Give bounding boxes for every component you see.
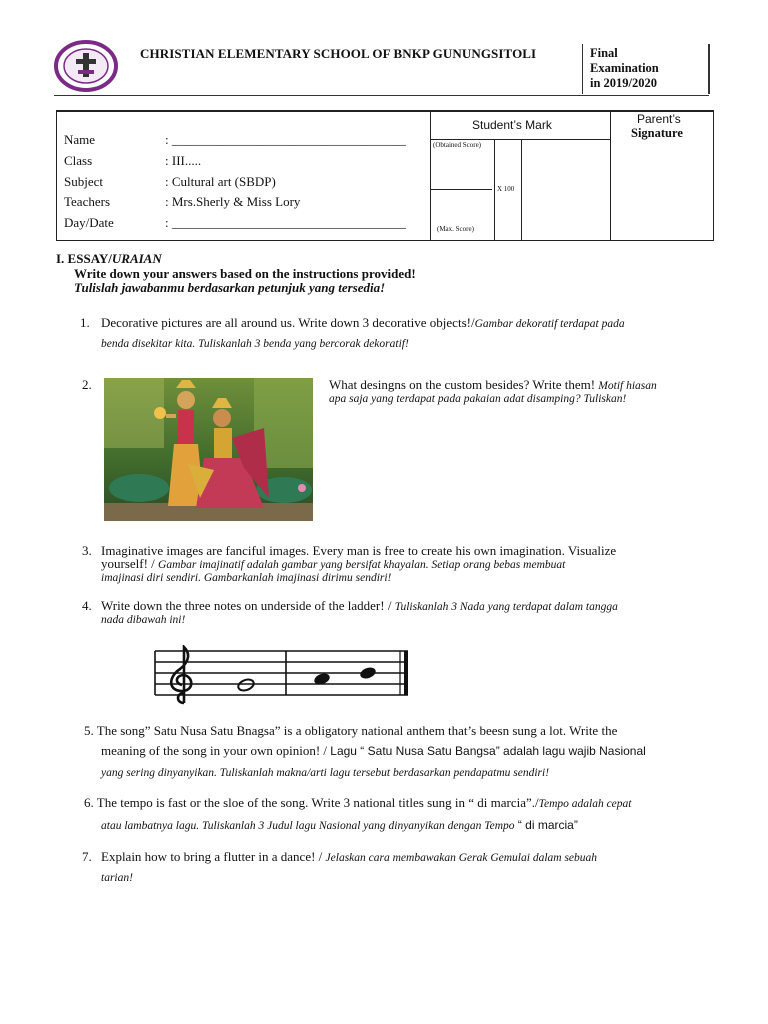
signature-heading: Signature <box>631 126 683 140</box>
header-divider <box>582 44 583 94</box>
question-1-number: 1. <box>80 315 90 330</box>
question-7-indonesian-a: Jelaskan cara membawakan Gerak Gemulai dalam sebuah <box>325 852 598 864</box>
max-score-label: (Max. Score) <box>437 225 474 233</box>
question-6-line2 <box>101 817 721 834</box>
question-7-indonesian-b: tarian! <box>101 872 133 884</box>
question-2-indonesian-b: apa saja yang terdapat pada pakaian adat disamping? Tuliskan! <box>329 393 627 405</box>
school-crest-icon <box>54 40 118 92</box>
question-5-english-a: 5. The song” Satu Nusa Satu Bnagsa” is a obligatory national anthem that’s beesn sung a lot. Write the <box>84 723 618 738</box>
question-5-english-b: meaning of the song in your own opinion! / <box>101 743 328 758</box>
obtained-score-label: (Obtained Score) <box>433 141 482 149</box>
question-5-indonesian-title: Lagu “ Satu Nusa Satu Bangsa” adalah lagu wajib Nasional <box>330 744 646 758</box>
date-label: Day/Date <box>64 215 114 230</box>
header-rule <box>54 95 709 96</box>
question-4-english: Write down the three notes on underside of the ladder! / <box>101 598 392 613</box>
subject-value: : Cultural art (SBDP) <box>165 174 276 189</box>
music-staff-icon <box>150 645 412 705</box>
question-4-indonesian-b: nada dibawah ini! <box>101 614 186 626</box>
date-field[interactable]: : ____________________________________ <box>165 215 406 230</box>
student-info-table <box>56 110 714 241</box>
question-3-english-b: yourself! / <box>101 556 155 571</box>
question-6-indonesian-b: atau lambatnya lagu. Tuliskanlah 3 Judul lagu Nasional yang dinyanyikan dengan Tempo <box>101 820 515 832</box>
section-title <box>56 251 162 267</box>
question-5-indonesian: yang sering dinyanyikan. Tuliskanlah makna/arti lagu tersebut berdasarkan pendapatmu sendiri! <box>101 767 550 779</box>
question-3-indonesian-b: imajinasi diri sendiri. Gambarkanlah imajinasi dirimu sendiri! <box>101 572 392 584</box>
exam-title-line2: Examination <box>590 61 659 75</box>
question-3-english-a: Imaginative images are fanciful images. Every man is free to create his own imagination. Visualize <box>101 543 617 558</box>
question-5-line2 <box>101 743 721 759</box>
balinese-dancers-photo <box>104 378 313 521</box>
teachers-label: Teachers <box>64 194 111 209</box>
exam-title <box>590 46 659 91</box>
name-label: Name <box>64 132 96 147</box>
header-divider-right <box>708 44 710 94</box>
question-6-tempo: “ di marcia” <box>517 818 578 832</box>
exam-title-line1: Final <box>590 46 618 60</box>
question-7-number: 7. <box>82 849 92 864</box>
parents-heading: Parent’s <box>637 112 681 126</box>
question-6 <box>84 795 724 812</box>
question-1-indonesian-a: Gambar dekoratif terdapat pada <box>474 318 625 330</box>
x100-label: X 100 <box>497 185 515 193</box>
question-4-number: 4. <box>82 598 92 613</box>
section-title-id: URAIAN <box>111 251 162 266</box>
class-value: : III..... <box>165 153 202 168</box>
question-1 <box>101 315 701 332</box>
question-4-indonesian-a: Tuliskanlah 3 Nada yang terdapat dalam tangga <box>394 601 618 613</box>
question-1-indonesian-b: benda disekitar kita. Tuliskanlah 3 benda yang bercorak dekoratif! <box>101 338 409 350</box>
question-7 <box>101 849 597 866</box>
question-7-english: Explain how to bring a flutter in a dance! / <box>101 849 323 864</box>
question-2-number: 2. <box>82 377 92 392</box>
question-2-english: What desingns on the custom besides? Write them! <box>329 377 596 392</box>
exam-title-line3: in 2019/2020 <box>590 76 658 90</box>
question-2-indonesian-a: Motif hiasan <box>598 380 657 392</box>
question-6-indonesian-a: Tempo adalah cepat <box>538 798 632 810</box>
name-field[interactable]: : ____________________________________ <box>165 132 406 147</box>
section-title-en: I. ESSAY/ <box>56 251 112 266</box>
question-3-indonesian-a: Gambar imajinatif adalah gambar yang bersifat khayalan. Setiap orang bebas membuat <box>158 559 566 571</box>
question-6-english: 6. The tempo is fast or the sloe of the song. Write 3 national titles sung in “ di marcia”./ <box>84 795 539 810</box>
students-mark-heading: Student’s Mark <box>472 118 552 132</box>
subject-label: Subject <box>64 174 103 189</box>
instruction-indonesian: Tulislah jawabanmu berdasarkan petunjuk yang tersedia! <box>74 280 386 295</box>
teachers-value: : Mrs.Sherly & Miss Lory <box>165 194 301 209</box>
question-1-english: Decorative pictures are all around us. Write down 3 decorative objects!/ <box>101 315 475 330</box>
school-name: CHRISTIAN ELEMENTARY SCHOOL OF BNKP GUNUNGSITOLI <box>140 46 537 61</box>
instruction-english: Write down your answers based on the instructions provided! <box>74 266 416 281</box>
question-3-number: 3. <box>82 543 92 558</box>
class-label: Class <box>64 153 93 168</box>
